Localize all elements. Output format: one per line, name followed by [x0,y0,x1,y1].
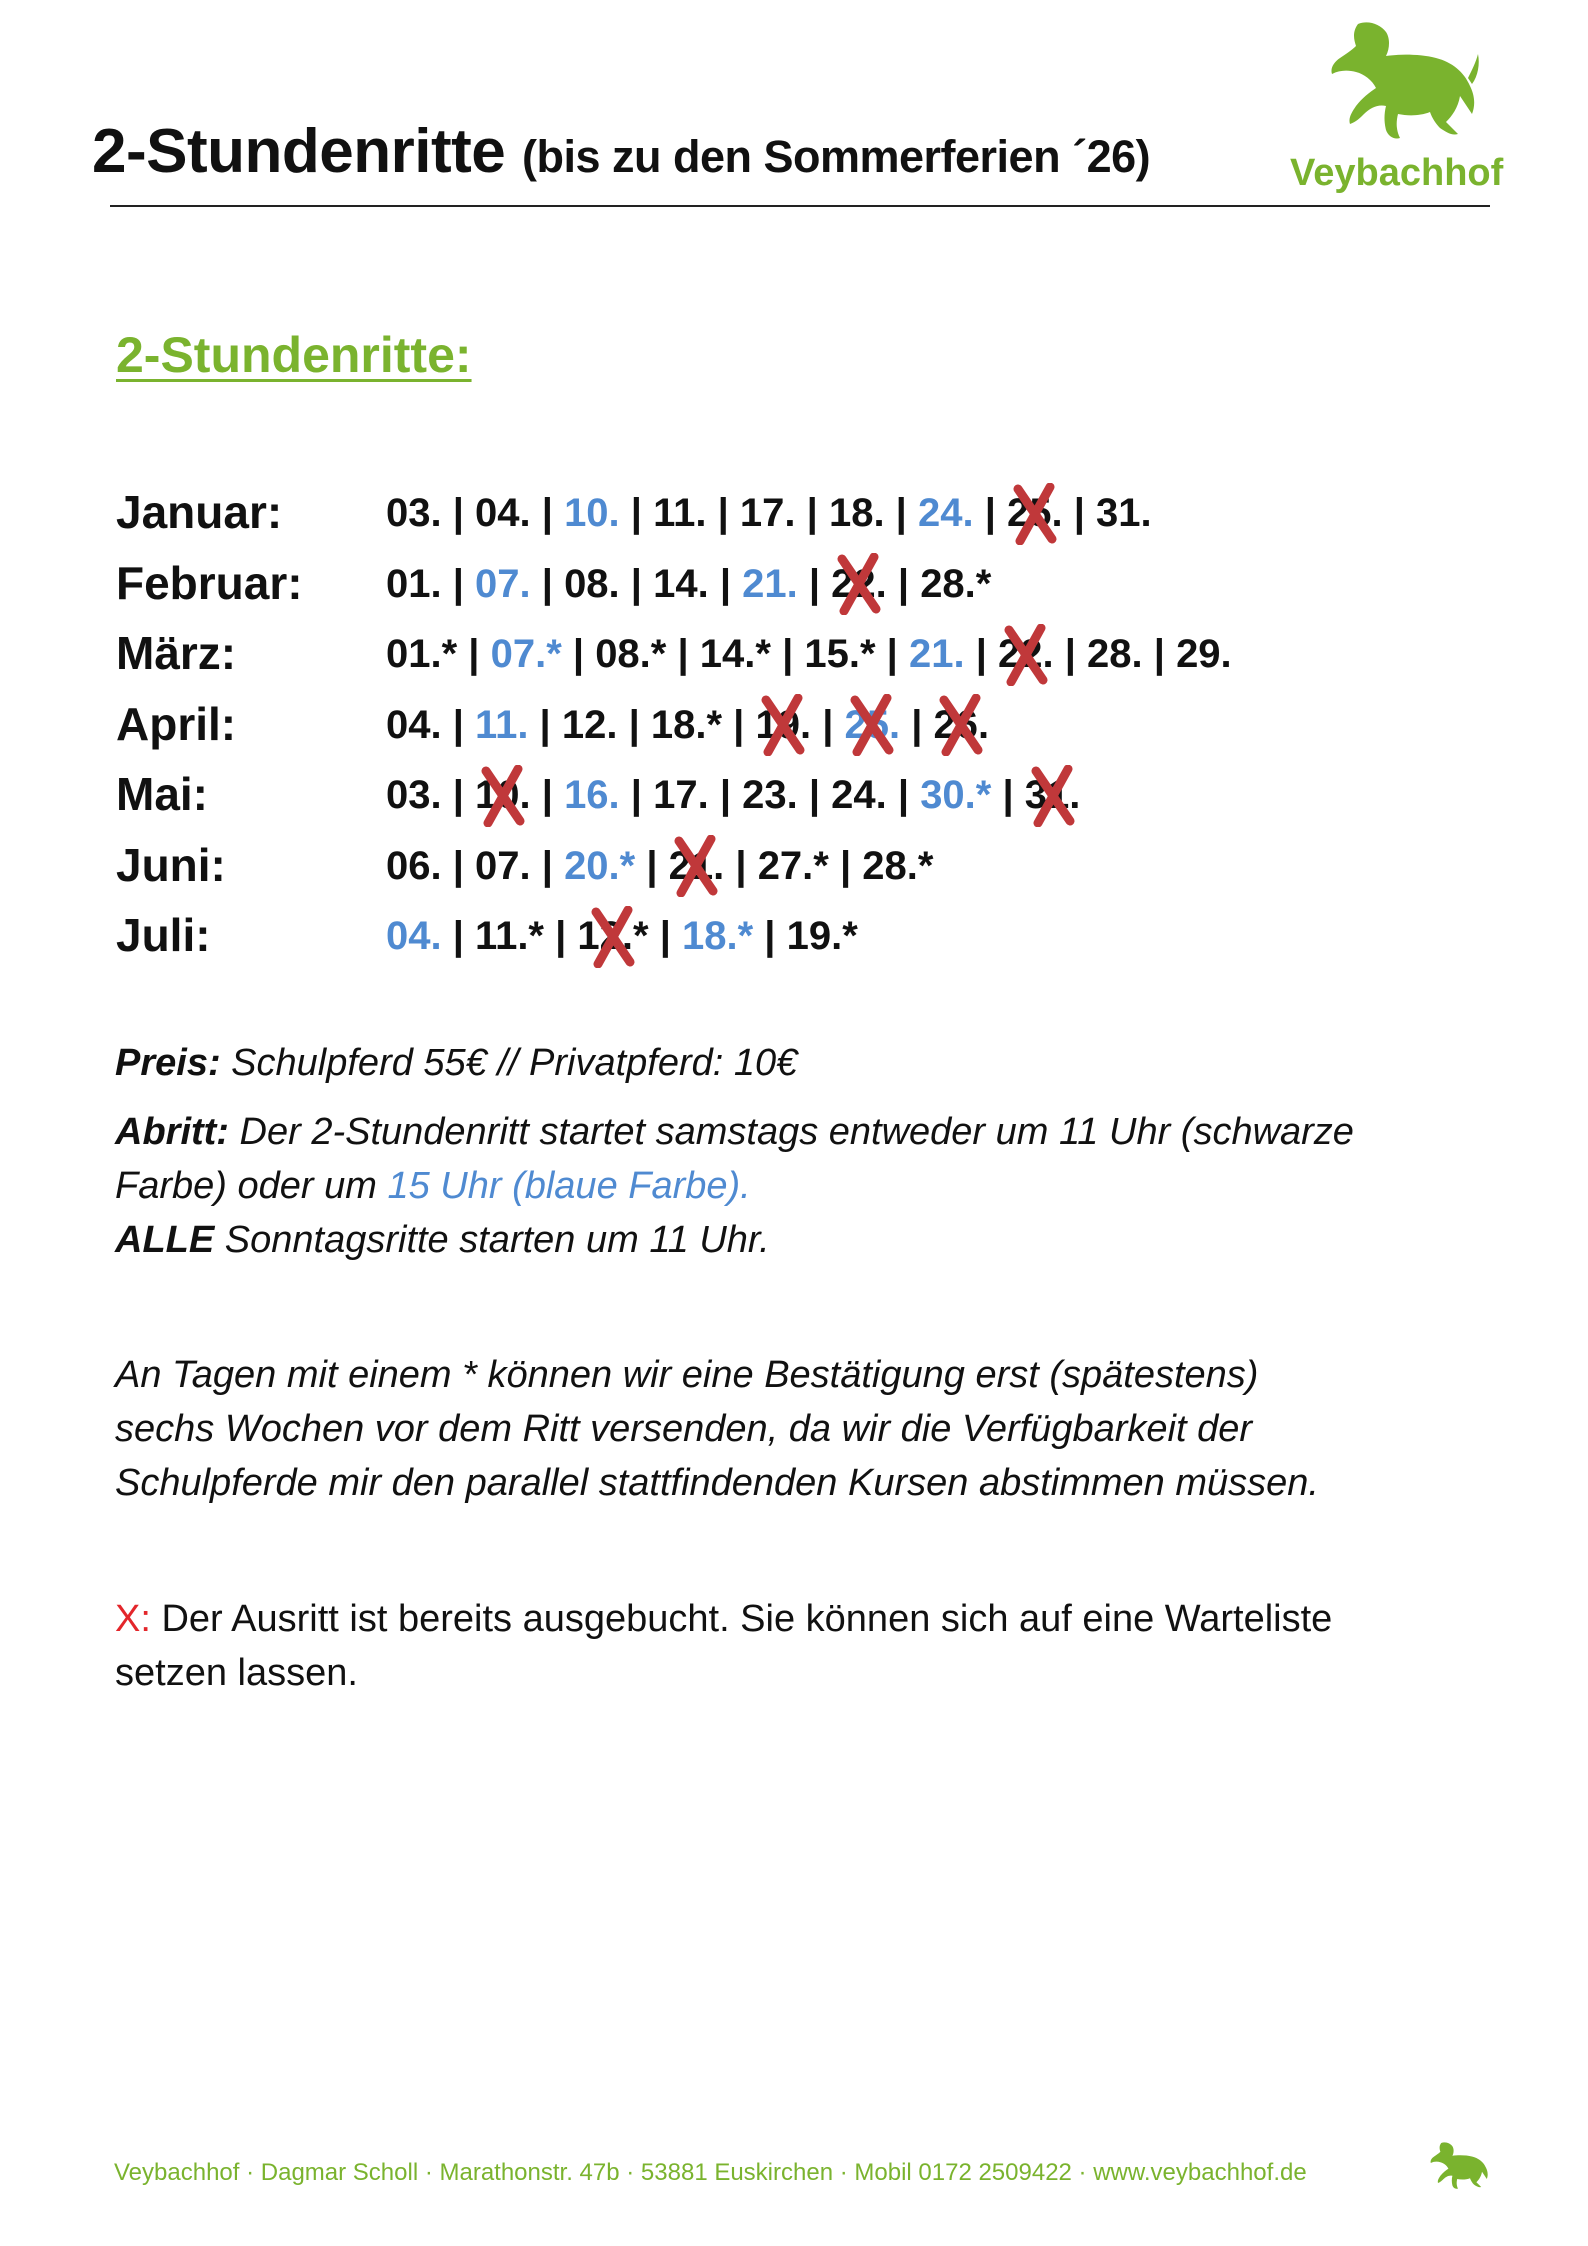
date-list [386,844,933,889]
legend-booked [115,1592,1332,1700]
date-booked: 22. [998,632,1054,677]
date-separator: | [530,561,565,606]
date-item: 11. [653,491,707,535]
date-separator: | [797,773,832,817]
date-item: 14.* [699,632,771,676]
date-list [386,562,991,607]
date-separator: | [722,702,756,747]
date-separator: | [1142,632,1177,676]
date-item: 04. [386,702,442,747]
asterisk-note: An Tagen mit einem * können wir eine Bestätigung erst (spätestens) sechs Wochen vor dem Ritt versenden, da wir die Verfügbarkeit der Schulpferde mir den parallel stattfindenden Kursen abstimmen müssen. [115,1354,1319,1504]
date-separator: | [1062,491,1097,535]
horse-footer-icon [1426,2140,1490,2194]
veybachhof-logo [1278,18,1504,198]
date-separator: | [706,491,740,535]
date-separator: | [991,773,1025,817]
all-label: ALLE [115,1219,215,1261]
date-item: 01.* [386,632,458,676]
date-separator: | [797,561,832,606]
legend-x-symbol: X: [115,1598,151,1640]
date-separator: | [441,773,476,817]
section-heading: 2-Stundenritte: [116,327,472,383]
date-item: 03. [386,491,442,535]
date-item: 21. [908,632,965,676]
date-separator: | [708,773,743,817]
date-booked: 22. [831,562,887,607]
date-item: 24. [917,491,974,535]
date-booked: 26. [934,703,990,748]
date-separator: | [617,702,651,747]
date-item: 17. [653,773,709,817]
departure-paragraph [115,1105,1354,1267]
date-separator: | [530,843,565,888]
date-separator: | [619,491,654,535]
month-label: Juli: [116,909,211,961]
date-separator: | [886,561,921,606]
date-item: 23. [742,773,798,817]
date-item: 11. [475,702,529,747]
booked-x-icon [936,694,986,756]
month-label: Juni: [116,838,226,891]
booked-x-icon [588,906,638,968]
date-separator: | [619,773,654,817]
price-label: Preis: [115,1042,221,1084]
date-item: 04. [475,491,531,535]
date-item: 18.* [650,702,723,747]
date-separator: | [724,843,758,888]
date-booked: 25. [845,703,901,748]
date-separator: | [964,632,998,676]
date-separator: | [973,491,1008,535]
date-item: 12. [561,702,618,747]
date-separator: | [561,632,596,676]
date-separator: | [795,491,829,535]
booked-x-icon [834,553,884,615]
booked-x-icon [671,835,721,897]
price-line [115,1036,797,1090]
date-separator: | [441,914,476,958]
departure-text: Der 2-Stundenritt startet samstags entweder um 11 Uhr (schwarze Farbe) oder um [115,1111,1354,1207]
date-separator: | [753,914,787,958]
page-title [92,116,1150,187]
all-text: Sonntagsritte starten um 11 Uhr. [214,1219,770,1261]
date-separator: | [666,632,700,676]
month-label: Februar: [116,556,303,609]
date-item: 16. [564,773,620,817]
date-separator: | [635,843,669,888]
date-booked: 25. [1007,491,1063,536]
title-subtitle: (bis zu den Sommerferien ´26) [521,131,1151,182]
date-list [386,632,1232,677]
date-separator: | [770,632,805,676]
month-label: Januar: [116,486,283,538]
header-divider [110,205,1490,207]
date-item: 01. [386,561,442,606]
booked-x-icon [1028,765,1078,827]
date-item: 18. [828,491,885,535]
month-label: März: [116,627,237,679]
date-separator: | [530,491,565,535]
legend-text: Der Ausritt ist bereits ausgebucht. Sie können sich auf eine Warteliste setzen lassen. [115,1598,1333,1694]
date-item: 21. [742,561,798,606]
date-separator: | [544,914,578,958]
footer-address: Veybachhof · Dagmar Scholl · Marathonstr. 47b · 53881 Euskirchen · Mobil 0172 2509422 · www.veybachhof.de [114,2159,1307,2186]
booked-x-icon [758,694,808,756]
logo-text: Veybachhof [1290,152,1504,194]
date-item: 30.* [920,773,992,817]
date-item: 28.* [862,843,934,888]
date-item: 28. [1087,632,1143,676]
date-item: 20.* [564,843,636,888]
date-item: 24. [831,773,887,817]
date-item: 29. [1176,632,1232,676]
date-booked: 10. [475,773,531,818]
date-list [386,703,989,748]
date-item: 19.* [786,914,858,958]
date-separator: | [441,491,476,535]
date-item: 28.* [920,561,992,606]
date-separator: | [441,561,476,606]
booked-x-icon [847,694,897,756]
date-separator: | [441,843,476,888]
date-item: 18.* [682,914,754,958]
booked-x-icon [478,765,528,827]
booked-x-icon [1001,624,1051,686]
date-list [386,773,1080,818]
date-item: 27.* [757,843,829,888]
date-item: 15.* [804,632,876,676]
date-item: 07. [475,843,531,888]
date-separator: | [1053,632,1088,676]
date-item: 31. [1096,491,1152,535]
date-list [386,491,1152,536]
departure-label: Abritt: [115,1111,229,1153]
price-text: Schulpferd 55€ // Privatpferd: 10€ [220,1042,798,1084]
date-list [386,914,858,959]
date-separator: | [886,773,921,817]
departure-blue-text: 15 Uhr (blaue Farbe). [387,1165,751,1207]
date-separator: | [441,702,476,747]
date-separator: | [648,914,683,958]
date-booked: 19. [755,703,811,748]
date-booked: 12.* [577,914,648,959]
date-item: 17. [739,491,796,535]
date-separator: | [900,702,934,747]
horse-logo-icon [1320,18,1480,150]
booked-x-icon [1010,483,1060,545]
date-separator: | [619,561,654,606]
date-item: 06. [386,843,442,888]
date-item: 04. [386,914,442,958]
date-separator: | [828,843,863,888]
date-item: 11.* [475,914,544,958]
date-separator: | [884,491,918,535]
date-item: 03. [386,773,442,817]
date-item: 14. [653,561,709,606]
date-booked: 31. [1025,773,1081,818]
date-item: 08.* [595,632,667,676]
title-main: 2-Stundenritte [92,117,506,186]
date-separator: | [530,773,565,817]
date-separator: | [708,561,743,606]
date-separator: | [875,632,909,676]
month-label: April: [116,697,237,750]
month-label: Mai: [116,768,208,820]
date-item: 07. [475,561,531,606]
date-item: 07.* [490,632,562,676]
date-separator: | [811,702,845,747]
date-separator: | [528,702,562,747]
date-booked: 21. [669,844,725,889]
date-separator: | [457,632,491,676]
date-item: 08. [564,561,620,606]
date-item: 10. [564,491,620,535]
